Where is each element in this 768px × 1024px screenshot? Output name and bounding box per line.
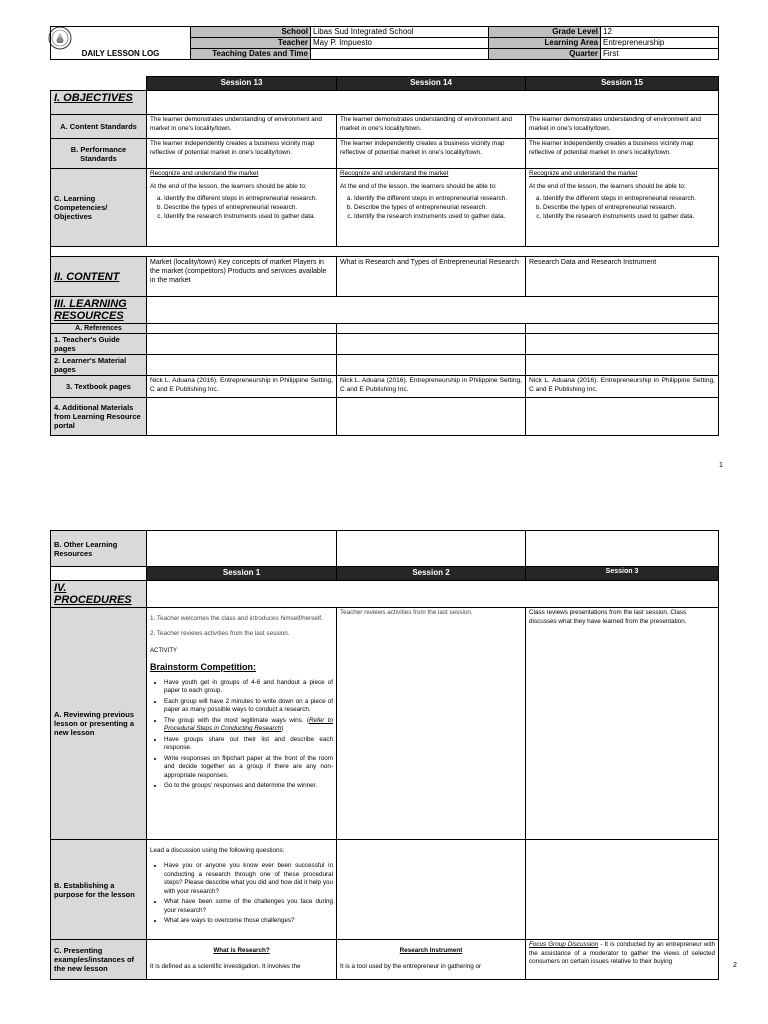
procedures-table	[50, 530, 719, 980]
brainstorm-item: • Write responses on flipchart paper at the front of the room and decide together as a group if there are any non-appropriate responses.	[164, 755, 333, 781]
competency-cell	[337, 169, 526, 247]
competency-item: a. Identify the different steps in entrepreneurial research.	[354, 195, 522, 204]
competency-cell	[147, 169, 337, 247]
school-label: School	[191, 27, 311, 38]
competency-item: b. Describe the types of entrepreneurial research.	[543, 204, 715, 213]
brainstorm-item: • Have groups share out their list and describe each response.	[164, 736, 333, 753]
textbook-ref: Nick L. Aduana (2016). Entrepreneurship in Philippine Setting, C and E Publishing Inc.	[337, 376, 526, 398]
performance-standard: The learner independently creates a business vicinity map reflective of potential market in one's locality/town.	[526, 139, 719, 169]
session-header: Session 13	[147, 77, 337, 91]
page-number: 2	[733, 962, 737, 969]
review-session-2: Teacher reviews activities from the last session.	[337, 608, 526, 840]
tg-label: 1. Teacher's Guide pages	[51, 334, 147, 355]
competency-item: b. Describe the types of entrepreneurial research.	[354, 204, 522, 213]
area-label: Learning Area	[489, 38, 601, 49]
page-gap	[0, 485, 768, 515]
performance-standard: The learner independently creates a business vicinity map reflective of potential market in one's locality/town.	[147, 139, 337, 169]
purpose-question: • What have been some of the challenges you face during your research?	[164, 898, 333, 915]
content-standard: The learner demonstrates understanding of environment and market in one's locality/town.	[147, 115, 337, 139]
presenting-text: It is a tool used by the entrepreneur in gathering or	[340, 962, 482, 970]
performance-standard: The learner independently creates a business vicinity map reflective of potential market in one's locality/town.	[337, 139, 526, 169]
references-label: A. References	[51, 324, 147, 334]
content-standard: The learner demonstrates understanding of environment and market in one's locality/town.	[526, 115, 719, 139]
review-session-1: 1. Teacher welcomes the class and introduces himself/herself. 2. Teacher reviews activities from the last session. ACTIVITY Brainstorm Competition: • Have youth get in groups of 4-6 and handout a piece of paper to each group. • Each group will have 2 minutes to write down on a piece of paper as many possible ways to conduct a research. • The group with the most legitimate ways wins. (Refer to Procedural Steps in Conducting Research) • Have groups share out their list and describe each response. • Write responses on flipchart paper at the front of the room and decide together as a group if there are any non-appropriate responses. • Go to the groups' responses and determine the winner.	[147, 608, 337, 840]
additional-label: 4. Additional Materials from Learning Resource portal	[51, 398, 147, 436]
page-1	[0, 0, 768, 485]
review-line: 2. Teacher reviews activities from the last session.	[150, 630, 290, 638]
brainstorm-item: • Have youth get in groups of 4-6 and handout a piece of paper to each group.	[164, 679, 333, 696]
presenting-session-3	[526, 940, 719, 980]
content-entry: Market (locality/town) Key concepts of market Players in the market (competitors) Products and services available in the market	[147, 257, 337, 297]
content-entry: Research Data and Research Instrument	[526, 257, 719, 297]
grade-label: Grade Level	[489, 27, 601, 38]
brainstorm-item: The group with the most legitimate ways wins.	[164, 716, 304, 724]
other-resources-label: B. Other Learning Resources	[51, 531, 147, 567]
content-entry: What is Research and Types of Entrepreneurial Research	[337, 257, 526, 297]
content-standard: The learner demonstrates understanding of environment and market in one's locality/town.	[337, 115, 526, 139]
presenting-session-1	[147, 940, 337, 980]
focus-group-term: Focus Group Discussion	[529, 941, 599, 948]
activity-label: ACTIVITY	[150, 647, 178, 654]
procedures-heading: IV. PROCEDURES	[51, 581, 147, 608]
purpose-question: • Have you or anyone you know ever been successful in conducting a research through one of these procedural steps? Please describe what you did and how did it help you with your research?	[164, 862, 333, 896]
session-header: Session 2	[337, 567, 526, 581]
log-title: DAILY LESSON LOG	[51, 49, 191, 60]
competency-item: c. Identify the research instruments used to gather data.	[354, 213, 522, 222]
purpose-question: • What are ways to overcome those challenges?	[164, 917, 333, 926]
review-line: 1. Teacher welcomes the class and introduces himself/herself.	[150, 615, 323, 623]
page-2	[0, 515, 768, 1024]
textbook-ref: Nick L. Aduana (2016). Entrepreneurship in Philippine Setting, C and E Publishing Inc.	[526, 376, 719, 398]
competency-intro: At the end of the lesson, the learners should be able to:	[150, 182, 307, 190]
presenting-label: C. Presenting examples/instances of the new lesson	[51, 940, 147, 980]
presenting-session-2	[337, 940, 526, 980]
competency-title: Recognize and understand the market	[529, 170, 638, 177]
teacher-value: May P. Impuesto	[311, 38, 489, 49]
competency-item: a. Identify the different steps in entrepreneurial research.	[543, 195, 715, 204]
session-header: Session 14	[337, 77, 526, 91]
content-standards-label: A. Content Standards	[51, 115, 147, 139]
dates-value	[311, 49, 489, 60]
area-value: Entrepreneurship	[601, 38, 719, 49]
competency-title: Recognize and understand the market	[150, 170, 259, 177]
lm-label: 2. Learner's Material pages	[51, 355, 147, 376]
competency-item: c. Identify the research instruments used to gather data.	[164, 213, 333, 222]
competency-intro: At the end of the lesson, the learners should be able to:	[529, 182, 686, 190]
presenting-text: - It is conducted by an entrepreneur with the assistance of a moderator to gather the views of selected consumers on certain issues relative to their buying	[529, 941, 716, 965]
competency-item: c. Identify the research instruments used to gather data.	[543, 213, 715, 222]
page-number: 1	[719, 462, 723, 469]
performance-label: B. Performance Standards	[51, 139, 147, 169]
header-table	[50, 26, 719, 60]
objectives-table	[50, 76, 719, 436]
content-heading: II. CONTENT	[51, 257, 147, 297]
competency-item: a. Identify the different steps in entrepreneurial research.	[164, 195, 333, 204]
resources-heading: III. LEARNING RESOURCES	[51, 297, 147, 324]
grade-value: 12	[601, 27, 719, 38]
competencies-label: C. Learning Competencies/ Objectives	[51, 169, 147, 247]
brainstorm-item: • Each group will have 2 minutes to write down on a piece of paper as many possible ways to conduct a research.	[164, 698, 333, 715]
textbook-ref: Nick L. Aduana (2016). Entrepreneurship in Philippine Setting, C and E Publishing Inc.	[147, 376, 337, 398]
brainstorm-item: • Go to the groups' responses and determine the winner.	[164, 782, 333, 791]
school-value: Libas Sud Integrated School	[311, 27, 489, 38]
purpose-intro: Lead a discussion using the following questions:	[150, 847, 285, 855]
quarter-label: Quarter	[489, 49, 601, 60]
review-session-3: Class reviews presentations from the last session. Class discusses what they have learned from the presentation.	[526, 608, 719, 840]
purpose-label: B. Establishing a purpose for the lesson	[51, 840, 147, 940]
session-header: Session 15	[526, 77, 719, 91]
competency-intro: At the end of the lesson, the learners should be able to:	[340, 182, 497, 190]
competency-title: Recognize and understand the market	[340, 170, 449, 177]
session-header: Session 1	[147, 567, 337, 581]
presenting-text: It is defined as a scientific investigation. It involves the	[150, 962, 301, 970]
teacher-label: Teacher	[191, 38, 311, 49]
competency-item: b. Describe the types of entrepreneurial research.	[164, 204, 333, 213]
reviewing-label: A. Reviewing previous lesson or presenting a new lesson	[51, 608, 147, 840]
quarter-value: First	[601, 49, 719, 60]
textbook-label: 3. Textbook pages	[51, 376, 147, 398]
brainstorm-title: Brainstorm Competition:	[150, 661, 257, 672]
competency-cell	[526, 169, 719, 247]
brainstorm-reference: Refer to Procedural Steps in Conducting Research	[164, 716, 333, 733]
presenting-title: Research Instrument	[399, 947, 463, 955]
purpose-session-1	[147, 840, 337, 940]
objectives-heading: I. OBJECTIVES	[51, 91, 147, 115]
dates-label: Teaching Dates and Time	[191, 49, 311, 60]
session-header: Session 3	[526, 567, 719, 581]
presenting-title: What is Research?	[213, 947, 270, 955]
